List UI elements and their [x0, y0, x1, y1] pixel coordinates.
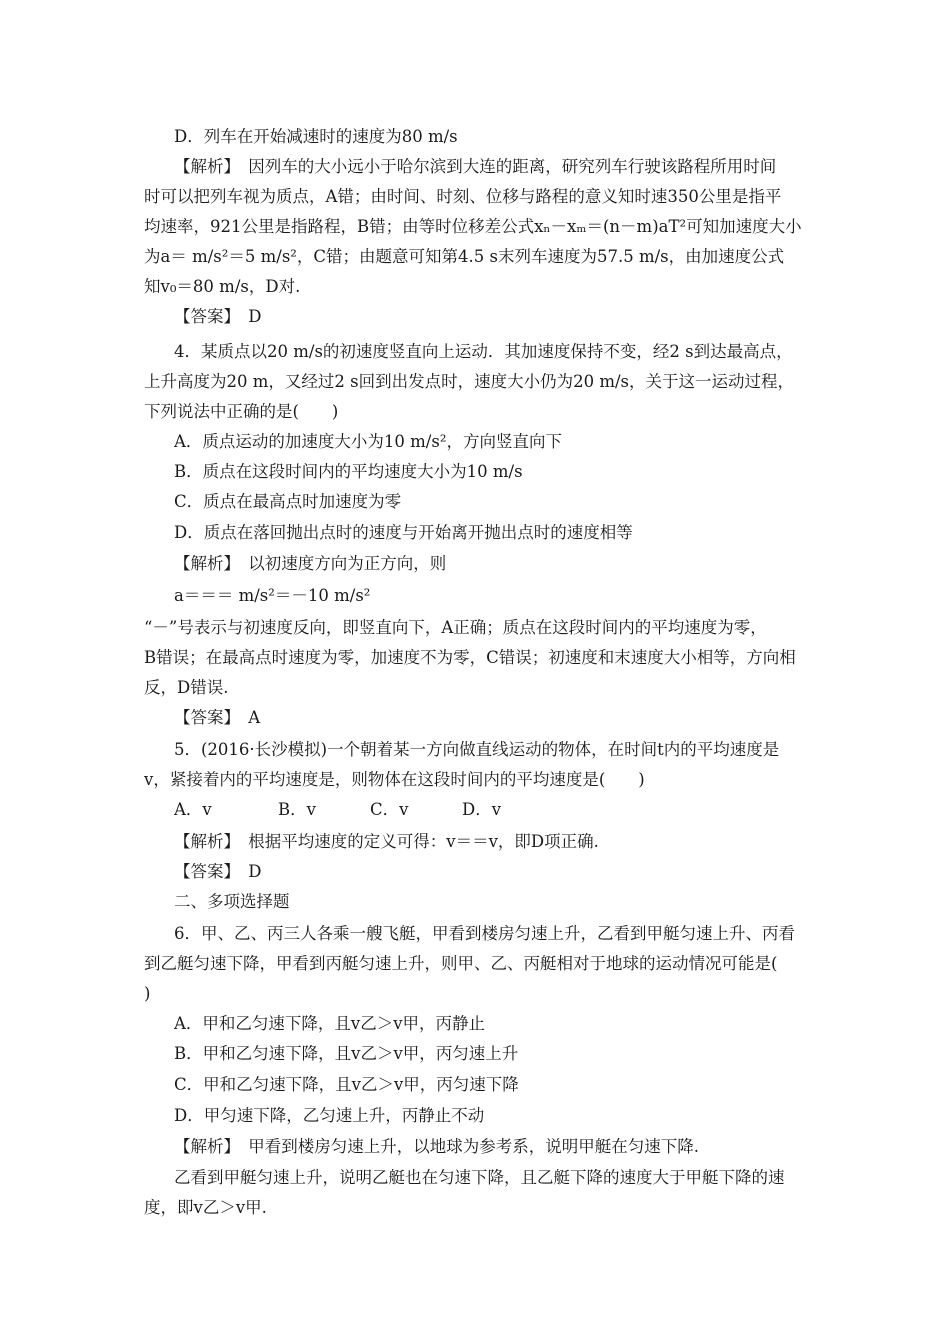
q3-analysis-cont: 时可以把列车视为质点，A错；由时间、时刻、位移与路程的意义知时速350公里是指平 [144, 187, 782, 206]
q6-stem-cont: 到乙艇匀速下降，甲看到丙艇匀速上升，则甲、乙、丙艇相对于地球的运动情况可能是( [144, 954, 778, 973]
q4-analysis-cont: 反，D错误. [144, 678, 229, 697]
q5-stem: 5．(2016·长沙模拟)一个朝着某一方向做直线运动的物体，在时间t内的平均速度是 [174, 740, 780, 759]
q5-answer: 【答案】 D [174, 862, 262, 881]
q4-analysis-cont: “－”号表示与初速度反向，即竖直向下，A正确；质点在这段时间内的平均速度为零， [144, 618, 767, 637]
q6-analysis: 【解析】 甲看到楼房匀速上升，以地球为参考系，说明甲艇在匀速下降. [174, 1137, 699, 1156]
q5-analysis: 【解析】 根据平均速度的定义可得：v＝＝v，即D项正确. [174, 832, 599, 851]
q3-analysis: 【解析】 因列车的大小远小于哈尔滨到大连的距离，研究列车行驶该路程所用时间 [174, 157, 777, 176]
q5-option-a: A．v [174, 800, 212, 819]
q5-option-b: B．v [278, 800, 316, 819]
q6-stem-cont: ) [144, 984, 151, 1003]
q6-analysis-cont: 乙看到甲艇匀速上升，说明乙艇也在匀速下降，且乙艇下降的速度大于甲艇下降的速 [174, 1168, 785, 1187]
q4-answer: 【答案】 A [174, 708, 261, 727]
q3-option-d: D．列车在开始减速时的速度为80 m/s [174, 127, 458, 146]
q4-analysis: 【解析】 以初速度方向为正方向，则 [174, 554, 447, 573]
q6-analysis-cont: 度，即v乙＞v甲. [144, 1198, 267, 1217]
q4-formula: a＝＝＝ m/s²＝－10 m/s² [174, 586, 371, 605]
q4-option-b: B．质点在这段时间内的平均速度大小为10 m/s [174, 462, 523, 481]
q4-option-c: C．质点在最高点时加速度为零 [174, 492, 402, 511]
q6-option-a: A．甲和乙匀速下降，且v乙＞v甲，丙静止 [174, 1014, 486, 1033]
q3-analysis-cont: 知v₀＝80 m/s，D对. [144, 277, 301, 296]
q4-stem-cont: 下列说法中正确的是( ) [144, 402, 339, 421]
section-heading: 二、多项选择题 [174, 892, 290, 911]
q6-option-c: C．甲和乙匀速下降，且v乙＞v甲，丙匀速下降 [174, 1075, 519, 1094]
q5-stem-cont: v，紧接着内的平均速度是，则物体在这段时间内的平均速度是( ) [144, 770, 645, 789]
q5-option-d: D．v [462, 800, 502, 819]
q5-option-c: C．v [370, 800, 409, 819]
q3-analysis-cont: 为a＝ m/s²＝5 m/s²，C错；由题意可知第4.5 s末列车速度为57.5 m/s，由加速度公式 [144, 247, 785, 266]
q6-stem: 6．甲、乙、丙三人各乘一艘飞艇，甲看到楼房匀速上升，乙看到甲艇匀速上升、丙看 [174, 924, 795, 943]
q4-analysis-cont: B错误；在最高点时速度为零，加速度不为零，C错误；初速度和末速度大小相等，方向相 [144, 648, 796, 667]
q5-options [174, 798, 814, 822]
q4-option-a: A．质点运动的加速度大小为10 m/s²，方向竖直向下 [174, 432, 562, 451]
q4-stem: 4．某质点以20 m/s的初速度竖直向上运动．其加速度保持不变，经2 s到达最高点， [174, 342, 793, 361]
q3-analysis-cont: 均速率，921公里是指路程，B错；由等时位移差公式xₙ－xₘ＝(n－m)aT²可知加速度大小 [144, 217, 802, 236]
q4-option-d: D．质点在落回抛出点时的速度与开始离开抛出点时的速度相等 [174, 523, 633, 542]
q6-option-d: D．甲匀速下降，乙匀速上升，丙静止不动 [174, 1106, 485, 1125]
q6-option-b: B．甲和乙匀速下降，且v乙＞v甲，丙匀速上升 [174, 1044, 519, 1063]
q3-answer: 【答案】 D [174, 307, 262, 326]
q4-stem-cont: 上升高度为20 m，又经过2 s回到出发点时，速度大小仍为20 m/s，关于这一运动过程， [144, 372, 795, 391]
